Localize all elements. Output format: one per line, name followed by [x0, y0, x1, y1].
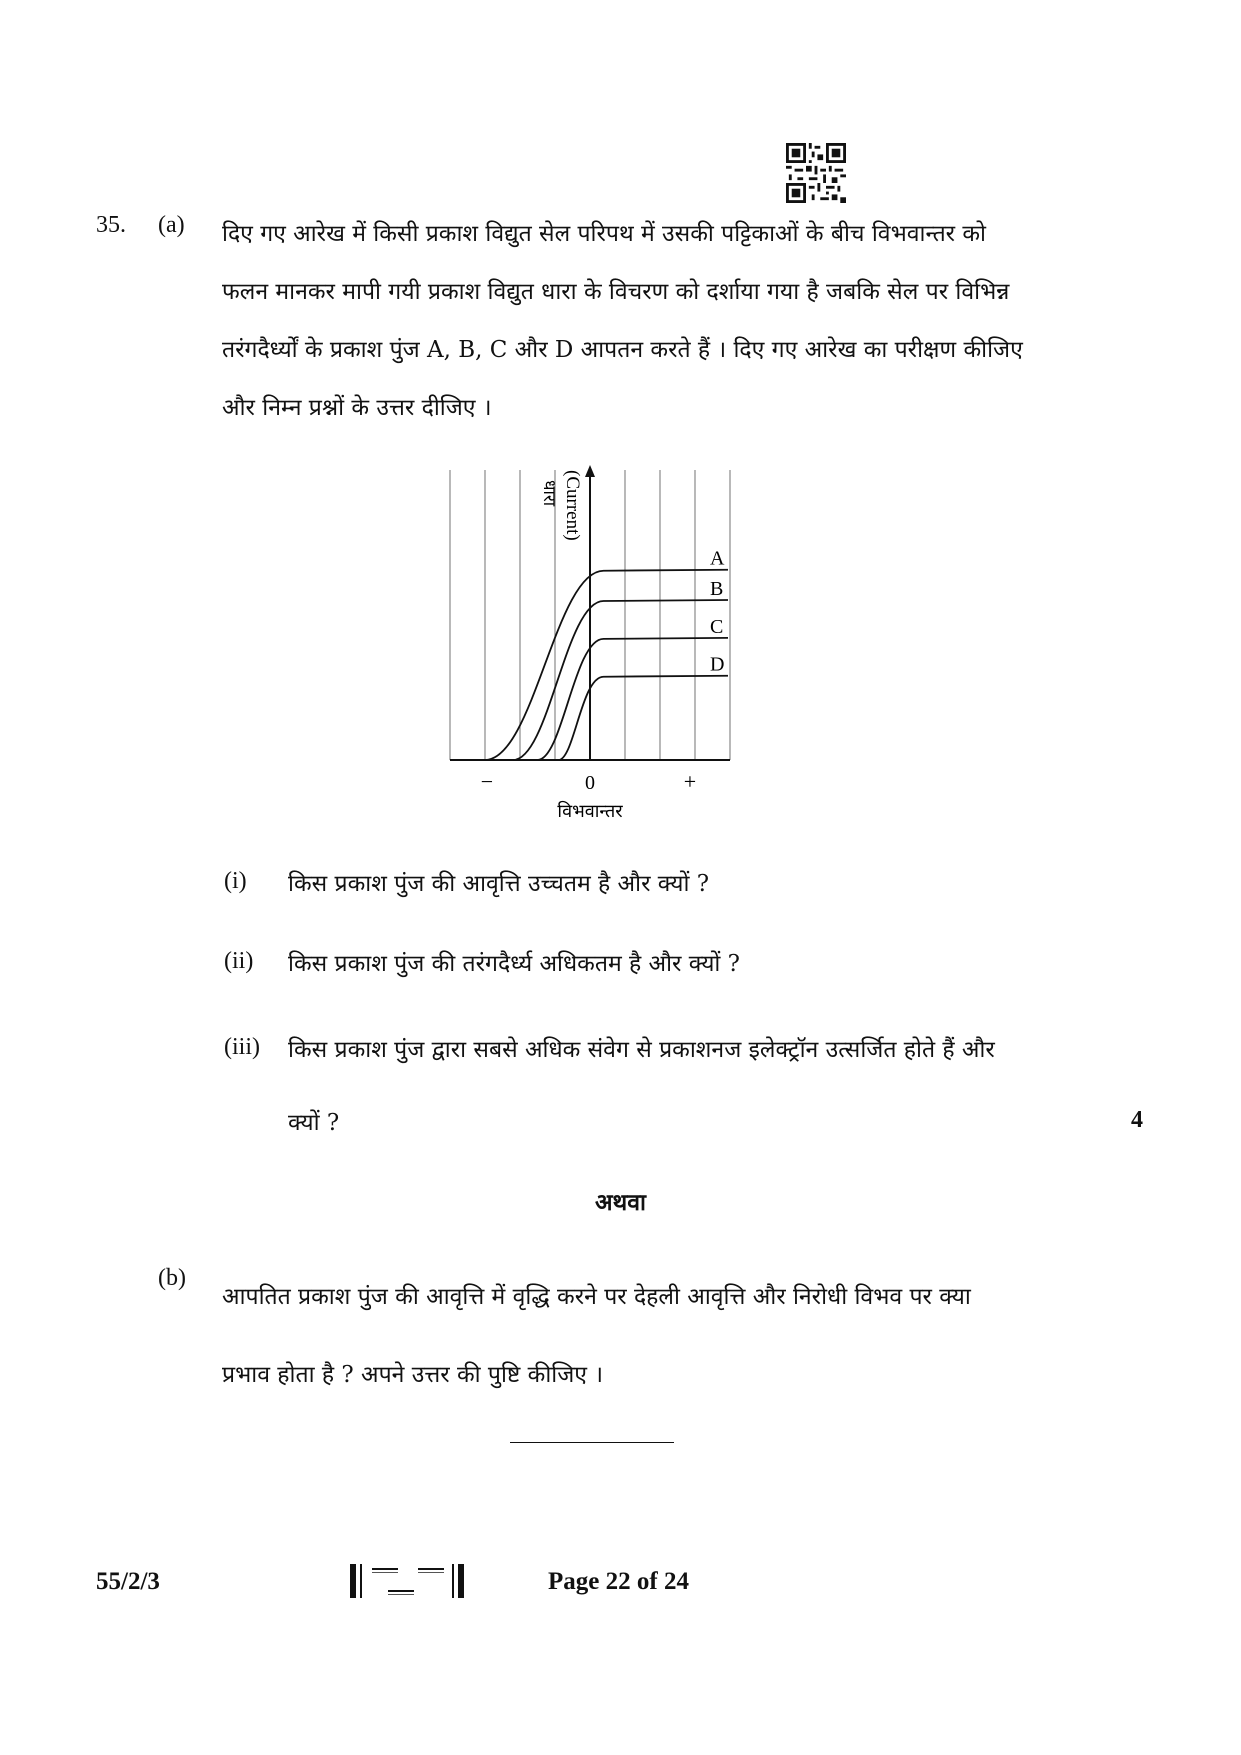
or-heading: अथवा [594, 1189, 646, 1216]
curve-label-C: C [710, 615, 724, 638]
part-b-text [222, 1258, 1092, 1414]
page-number: Page 22 of 24 [548, 1568, 689, 1595]
y-axis-label-hindi: धारा [539, 480, 559, 507]
y-axis-arrow [585, 465, 595, 477]
subquestion-label: (i) [224, 868, 247, 894]
curve-A [485, 570, 728, 760]
part-a-label: (a) [158, 212, 185, 238]
subquestion-text: किस प्रकाश पुंज द्वारा सबसे अधिक संवेग से प्रकाशनज इलेक्ट्रॉन उत्सर्जित होते हैं और [288, 1037, 995, 1063]
x-tick-label: 0 [585, 772, 595, 794]
subquestion-label: (ii) [224, 948, 254, 974]
subquestion-text-cont: क्यों ? [288, 1110, 340, 1136]
part-b-line: आपतित प्रकाश पुंज की आवृत्ति में वृद्धि करने पर देहली आवृत्ति और निरोधी विभव पर क्या [222, 1284, 971, 1310]
curve-B [513, 600, 728, 760]
marks: 4 [1131, 1107, 1143, 1133]
part-b-line: प्रभाव होता है ? अपने उत्तर की पुष्टि कीजिए । [222, 1362, 604, 1388]
x-tick-label: − [480, 769, 494, 794]
subquestion-text: किस प्रकाश पुंज की तरंगदैर्ध्य अधिकतम है और क्यों ? [288, 951, 741, 977]
y-axis-label-english: (Current) [562, 470, 583, 541]
qr-code-icon [786, 143, 846, 203]
paper-code: 55/2/3 [96, 1568, 160, 1595]
part-b-label: (b) [158, 1265, 186, 1291]
part-a-text [222, 205, 1092, 437]
part-a-line: दिए गए आरेख में किसी प्रकाश विद्युत सेल परिपथ में उसकी पट्टिकाओं के बीच विभवान्तर को [222, 221, 987, 247]
subquestion-label: (iii) [224, 1034, 260, 1060]
part-a-line: फलन मानकर मापी गयी प्रकाश विद्युत धारा के विचरण को दर्शाया गया है जबकि सेल पर विभिन्न [222, 279, 1010, 305]
curve-label-D: D [710, 653, 725, 676]
x-axis-label: विभवान्तर [557, 801, 623, 822]
question-number: 35. [96, 212, 126, 238]
subquestion-text: किस प्रकाश पुंज की आवृत्ति उच्चतम है और क्यों ? [288, 871, 710, 897]
curve-D [559, 676, 729, 760]
photocurrent-graph [440, 455, 740, 855]
part-a-line: तरंगदैर्ध्यों के प्रकाश पुंज A, B, C और D आपतन करते हैं । दिए गए आरेख का परीक्षण कीजिए [222, 337, 1023, 363]
barcode-icon [348, 1562, 468, 1600]
end-rule [510, 1442, 674, 1443]
curve-label-A: A [710, 547, 725, 570]
part-a-line: और निम्न प्रश्नों के उत्तर दीजिए । [222, 395, 492, 421]
curve-label-B: B [710, 578, 724, 600]
x-tick-label: + [683, 769, 697, 794]
